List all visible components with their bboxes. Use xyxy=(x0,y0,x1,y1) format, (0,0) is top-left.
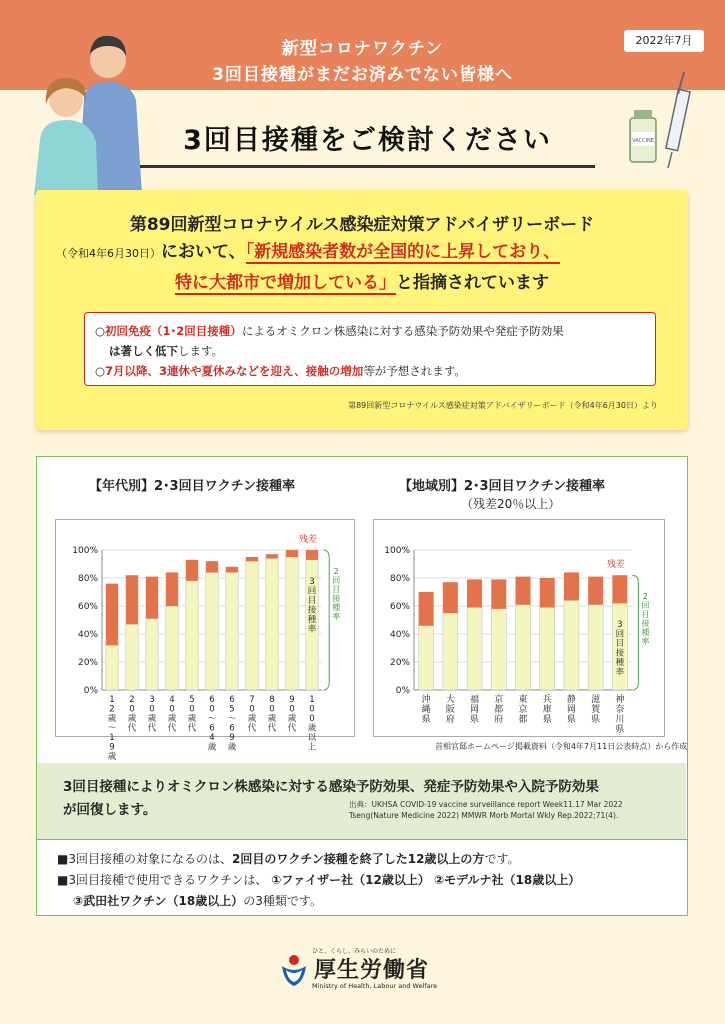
bar-rate3 xyxy=(226,572,238,690)
vial-label: VACCINE xyxy=(632,138,654,144)
bullet-1-text: によるオミクロン株感染に対する感染予防効果や発症予防効果 xyxy=(241,324,564,338)
y-tick-label: 40% xyxy=(389,630,410,640)
advisory-quote-1: 「新規感染者数が全国的に上昇しており、 xyxy=(245,242,561,262)
x-tick-label: 8 0 歳代 xyxy=(267,695,277,734)
x-tick-label: 4 0 歳代 xyxy=(167,695,177,734)
y-tick-label: 0% xyxy=(395,686,410,696)
bullet-1-emphasis: 初回免疫（1･2回目接種） xyxy=(105,324,242,338)
info-line2 xyxy=(57,871,580,888)
effect-source-2: Tseng(Nature Medicine 2022) MMWR Morb Mortal Wkly Rep.2022;71(4). xyxy=(349,811,619,820)
effect-source-1: 出典：UKHSA COVID-19 vaccine surveillance report Week11.17 Mar 2022 xyxy=(349,800,623,809)
bar-residual xyxy=(612,575,627,603)
chart-region xyxy=(374,520,666,738)
y-tick-label: 80% xyxy=(389,574,410,584)
bar-rate3 xyxy=(564,600,579,690)
chart-region-frame xyxy=(373,519,665,737)
bar-residual xyxy=(126,575,138,624)
bar-rate3 xyxy=(588,605,603,690)
bar-residual xyxy=(246,557,258,561)
bar-residual xyxy=(206,561,218,572)
info-line1-bold: 2回目のワクチン接種を終了した12歳以上の方 xyxy=(231,852,485,866)
x-tick-label: 6 5 ～ 6 9 歳 xyxy=(227,695,237,753)
bar-residual xyxy=(166,572,178,606)
y-tick-label: 60% xyxy=(77,602,98,612)
x-tick-label: 神奈川県 xyxy=(615,695,625,735)
bar-rate3 xyxy=(206,572,218,690)
advisory-date: （令和4年6月30日） xyxy=(56,247,161,260)
chart-age-title: 【年代別】2･3回目ワクチン接種率 xyxy=(89,479,295,494)
info-line3-bold: ③武田社ワクチン（18歳以上） xyxy=(73,894,244,908)
bar-residual xyxy=(186,560,198,581)
bar-residual xyxy=(515,577,530,605)
info-line2-pre: ■3回目接種で使用できるワクチンは、 xyxy=(57,873,272,887)
x-tick-label: 1 0 0 歳以上 xyxy=(307,695,317,753)
info-line1 xyxy=(57,850,519,867)
advisory-line2-mid: において、 xyxy=(161,242,246,262)
people-illustration xyxy=(26,20,146,195)
bar-residual xyxy=(564,572,579,600)
header-title-line1: 新型コロナワクチン xyxy=(281,39,444,59)
chart-age xyxy=(56,520,356,762)
bullet-2-text: 等が予想されます。 xyxy=(363,364,466,378)
bar-residual xyxy=(491,579,506,608)
mhlw-logo-block xyxy=(278,946,448,996)
main-title: 3回目接種をご検討ください xyxy=(140,118,595,168)
residual-annotation: 残差 xyxy=(298,535,318,545)
advisory-line2 xyxy=(56,237,560,262)
x-tick-label: 3 0 歳代 xyxy=(147,695,157,734)
advisory-quote-2: 特に大都市で増加している」 xyxy=(175,273,396,293)
header-title-line2: 3回目接種がまだお済みでない皆様へ xyxy=(212,65,513,85)
y-tick-label: 60% xyxy=(389,602,410,612)
bar-residual xyxy=(266,554,278,558)
chart-source: 首相官邸ホームページ掲載資料（令和4年7月11日公表時点）から作成 xyxy=(435,742,688,751)
bar-rate3 xyxy=(515,605,530,690)
info-line2-bold: ①ファイザー社（12歳以上） ②モデルナ社（18歳以上） xyxy=(271,873,581,887)
y-tick-label: 20% xyxy=(77,658,98,668)
bar-residual xyxy=(106,584,118,646)
chart-region-subtitle: （残差20％以上） xyxy=(461,497,561,511)
y-tick-label: 100% xyxy=(384,546,410,556)
advisory-line3-end: と指摘されています xyxy=(396,273,549,293)
bullet-1-cont xyxy=(109,343,223,359)
bar-rate3 xyxy=(246,561,258,690)
info-line1-end: です。 xyxy=(484,852,520,866)
bullet-1-end: します。 xyxy=(178,344,224,358)
bullet-1-bold: は著しく低下 xyxy=(109,344,178,358)
y-tick-label: 80% xyxy=(77,574,98,584)
x-tick-label: 福岡県 xyxy=(470,695,480,725)
residual-annotation: 残差 xyxy=(606,560,625,571)
y-tick-label: 20% xyxy=(389,658,410,668)
y-tick-label: 100% xyxy=(72,546,98,556)
x-tick-label: 沖縄県 xyxy=(421,695,431,725)
rate2-bracket xyxy=(323,550,329,690)
bar-rate3 xyxy=(106,645,118,690)
bar-rate3 xyxy=(443,613,458,690)
bar-residual xyxy=(467,579,482,607)
bar-residual xyxy=(419,592,434,626)
x-tick-label: 1 2 歳～ 1 9 歳 xyxy=(107,695,117,762)
bar-rate3 xyxy=(467,607,482,690)
rate2-annotation: 2 回目接種率 xyxy=(641,592,650,647)
advisory-bullets xyxy=(84,312,656,386)
x-tick-label: 兵庫県 xyxy=(542,695,552,725)
chart-region-title: 【地域別】2･3回目ワクチン接種率 xyxy=(399,479,605,494)
info-line3-end: の3種類です。 xyxy=(243,894,322,908)
bullet-2-emphasis: 7月以降、3連休や夏休みなどを迎え、接触の増加 xyxy=(105,364,364,378)
advisory-line3 xyxy=(36,268,688,293)
mhlw-english-name: Ministry of Health, Labour and Welfare xyxy=(312,982,438,990)
x-tick-label: 5 0 歳代 xyxy=(187,695,197,734)
info-line3 xyxy=(73,892,322,909)
x-tick-label: 東京都 xyxy=(518,695,528,725)
effect-text-line1: 3回目接種によりオミクロン株感染に対する感染予防効果、発症予防効果や入院予防効果 xyxy=(63,779,599,795)
bar-rate3 xyxy=(286,557,298,690)
bar-residual xyxy=(540,578,555,607)
vaccine-illustration xyxy=(622,70,702,170)
effect-text-line2: が回復します。 xyxy=(63,802,157,818)
advisory-box xyxy=(36,190,688,430)
rate2-annotation: 2 回目接種率 xyxy=(332,567,341,621)
x-tick-label: 静岡県 xyxy=(566,695,576,725)
bar-rate3 xyxy=(146,619,158,690)
bullet-mark: ○ xyxy=(95,364,106,378)
mhlw-emblem-icon xyxy=(278,952,310,988)
bar-residual xyxy=(306,550,318,560)
rate3-annotation: 3 回目接種率 xyxy=(307,576,317,635)
mhlw-name: 厚生労働省 xyxy=(314,958,430,983)
x-tick-label: 6 0 ～ 6 4 歳 xyxy=(207,695,217,753)
x-tick-label: 9 0 歳代 xyxy=(287,695,297,734)
bullet-mark: ○ xyxy=(95,324,106,338)
rate3-annotation: 3 回目接種率 xyxy=(615,620,625,678)
y-tick-label: 40% xyxy=(77,630,98,640)
bar-residual xyxy=(286,550,298,557)
bullet-2 xyxy=(95,363,466,379)
advisory-source: 第89回新型コロナウイルス感染症対策アドバイザリーボード（令和4年6月30日）より xyxy=(348,401,658,410)
bar-residual xyxy=(443,582,458,613)
bar-rate3 xyxy=(419,626,434,690)
rate2-bracket xyxy=(632,575,638,690)
chart-age-frame xyxy=(55,519,355,762)
y-tick-label: 0% xyxy=(83,686,98,696)
date-badge: 2022年7月 xyxy=(624,30,704,52)
bar-rate3 xyxy=(266,558,278,690)
bar-rate3 xyxy=(166,606,178,690)
x-tick-label: 2 0 歳代 xyxy=(127,695,137,734)
info-line1-pre: ■3回目接種の対象になるのは、 xyxy=(57,852,232,866)
chart-section xyxy=(36,456,688,840)
bar-residual xyxy=(146,577,158,619)
x-tick-label: 京都府 xyxy=(494,695,504,725)
bar-rate3 xyxy=(126,624,138,690)
bullet-1 xyxy=(95,323,564,339)
mhlw-tagline: ひと、くらし、みらいのために xyxy=(312,948,397,955)
bar-rate3 xyxy=(491,609,506,690)
x-tick-label: 大阪府 xyxy=(445,695,455,725)
x-tick-label: 7 0 歳代 xyxy=(247,695,257,734)
bar-rate3 xyxy=(186,581,198,690)
bar-rate3 xyxy=(540,607,555,690)
advisory-heading: 第89回新型コロナウイルス感染症対策アドバイザリーボード xyxy=(129,215,595,235)
bar-residual xyxy=(588,577,603,605)
bar-residual xyxy=(226,567,238,573)
effect-band xyxy=(37,763,686,839)
info-box xyxy=(36,840,688,916)
x-tick-label: 滋賀県 xyxy=(591,695,601,725)
